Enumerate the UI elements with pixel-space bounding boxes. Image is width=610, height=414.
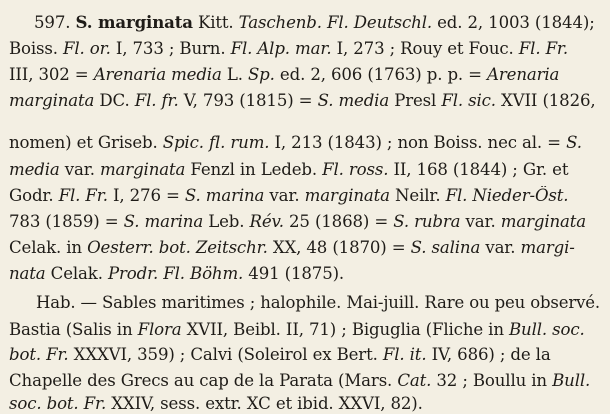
p2-line-5-run-0: Celak. in xyxy=(9,238,88,257)
p3-line-3-run-2: Fl. it. xyxy=(382,345,427,364)
p2-line-1-run-1: Spic. fl. rum. xyxy=(162,133,270,152)
p2-line-2 xyxy=(0,160,610,180)
p1-line-3-run-0: III, 302 = xyxy=(9,65,94,84)
p1-line-1-run-3: Taschenb. Fl. Deutschl. xyxy=(238,13,432,32)
p2-line-1 xyxy=(0,133,610,153)
p2-line-3-run-6: Neilr. xyxy=(389,186,446,205)
p2-line-4 xyxy=(0,212,610,232)
p1-line-3-run-1: Arenaria media xyxy=(93,65,222,84)
p2-line-4-run-7: marginata xyxy=(500,212,587,231)
p1-line-4-run-2: Fl. fr. xyxy=(134,91,179,110)
p1-line-4-run-7: XVII (1826, xyxy=(495,91,596,110)
p3-line-2-run-1: Flora xyxy=(137,320,182,339)
p2-line-2-run-4: Fl. ross. xyxy=(322,160,389,179)
p1-line-4-run-0: marginata xyxy=(9,91,95,110)
p1-line-4-run-1: DC. xyxy=(94,91,135,110)
p1-line-2-run-1: Fl. or. xyxy=(63,39,111,58)
p2-line-4-run-6: var. xyxy=(460,212,501,231)
p1-line-4-run-6: Fl. sic. xyxy=(441,91,496,110)
p3-line-2 xyxy=(0,320,610,340)
p2-line-3-run-5: marginata xyxy=(304,186,390,205)
p2-line-3-run-1: Fl. Fr. xyxy=(58,186,108,205)
p2-line-3-run-3: S. marina xyxy=(184,186,265,205)
p2-line-2-run-3: Fenzl in Ledeb. xyxy=(185,160,323,179)
p1-line-2-run-3: Fl. Alp. mar. xyxy=(230,39,332,58)
p2-line-5-run-5: margi- xyxy=(520,238,575,257)
p3-line-1-run-0: Hab. — Sables maritimes ; halophile. Mai-juill. Rare ou peu observé. xyxy=(36,293,601,312)
p3-line-5-run-0: soc. bot. Fr. xyxy=(9,394,107,413)
p3-line-1 xyxy=(0,293,610,313)
p2-line-3-run-0: Godr. xyxy=(9,186,59,205)
p1-line-2-run-4: I, 273 ; Rouy et Fouc. xyxy=(331,39,519,58)
p1-line-4 xyxy=(0,91,610,111)
p3-line-2-run-3: Bull. soc. xyxy=(508,320,585,339)
p2-line-5 xyxy=(0,238,610,258)
p1-line-1 xyxy=(0,12,610,33)
p2-line-3 xyxy=(0,186,610,206)
p1-line-2-run-5: Fl. Fr. xyxy=(518,39,569,58)
p3-line-4-run-3: Bull. xyxy=(552,371,591,390)
p3-line-3-run-1: XXXVI, 359) ; Calvi (Soleirol ex Bert. xyxy=(68,345,383,364)
p2-line-2-run-2: marginata xyxy=(99,160,186,179)
p1-line-1-run-1: S. marginata xyxy=(75,12,193,32)
p3-line-3-run-3: IV, 686) ; de la xyxy=(426,345,551,364)
p3-line-4-run-1: Cat. xyxy=(397,371,432,390)
p1-line-3-run-2: L. xyxy=(221,65,248,84)
p1-line-4-run-5: Presl xyxy=(389,91,442,110)
p2-line-5-run-3: S. salina xyxy=(410,238,481,257)
p1-line-1-run-0: 597. xyxy=(34,13,76,32)
p3-line-2-run-0: Bastia (Salis in xyxy=(9,320,138,339)
p2-line-2-run-5: II, 168 (1844) ; Gr. et xyxy=(388,160,569,179)
p1-line-3-run-3: Sp. xyxy=(247,65,275,84)
p3-line-5-run-1: XXIV, sess. extr. XC et ibid. XXVI, 82). xyxy=(106,394,423,413)
p3-line-4-run-0: Chapelle des Grecs au cap de la Parata (Mars. xyxy=(9,371,398,390)
p2-line-3-run-4: var. xyxy=(264,186,305,205)
p2-line-4-run-2: Leb. xyxy=(203,212,250,231)
p3-line-4-run-2: 32 ; Boullu in xyxy=(431,371,553,390)
p1-line-3-run-4: ed. 2, 606 (1763) p. p. = xyxy=(274,65,488,84)
p2-line-3-run-2: I, 276 = xyxy=(107,186,185,205)
p2-line-6-run-1: Celak. xyxy=(45,264,108,283)
p2-line-6 xyxy=(0,264,610,284)
p1-line-3 xyxy=(0,65,610,85)
p2-line-5-run-2: XX, 48 (1870) = xyxy=(267,238,411,257)
p1-line-2-run-0: Boiss. xyxy=(9,39,64,58)
p2-line-4-run-4: 25 (1868) = xyxy=(283,212,394,231)
p1-line-4-run-3: V, 793 (1815) = xyxy=(178,91,318,110)
p3-line-3 xyxy=(0,345,610,365)
p2-line-1-run-3: S. xyxy=(566,133,582,152)
p3-line-4 xyxy=(0,371,610,391)
p3-line-5 xyxy=(0,394,610,414)
p1-line-1-run-4: ed. 2, 1003 (1844); xyxy=(431,13,595,32)
p2-line-4-run-3: Rév. xyxy=(249,212,284,231)
p2-line-6-run-3: 491 (1875). xyxy=(243,264,345,283)
p1-line-2-run-2: I, 733 ; Burn. xyxy=(110,39,231,58)
p2-line-4-run-0: 783 (1859) = xyxy=(9,212,124,231)
p1-line-1-run-2: Kitt. xyxy=(192,13,239,32)
p3-line-2-run-2: XVII, Beibl. II, 71) ; Biguglia (Fliche in xyxy=(181,320,509,339)
p2-line-6-run-2: Prodr. Fl. Böhm. xyxy=(107,264,244,283)
p3-line-3-run-0: bot. Fr. xyxy=(9,345,69,364)
p2-line-4-run-1: S. marina xyxy=(123,212,204,231)
p2-line-3-run-7: Fl. Nieder-Öst. xyxy=(445,186,569,205)
p2-line-2-run-1: var. xyxy=(59,160,100,179)
p2-line-5-run-4: var. xyxy=(480,238,521,257)
p1-line-2 xyxy=(0,39,610,59)
p2-line-1-run-2: I, 213 (1843) ; non Boiss. nec al. = xyxy=(269,133,567,152)
p2-line-5-run-1: Oesterr. bot. Zeitschr. xyxy=(87,238,268,257)
p2-line-2-run-0: media xyxy=(9,160,60,179)
p2-line-1-run-0: nomen) et Griseb. xyxy=(9,133,163,152)
p2-line-6-run-0: nata xyxy=(9,264,46,283)
p2-line-4-run-5: S. rubra xyxy=(393,212,461,231)
p1-line-4-run-4: S. media xyxy=(317,91,390,110)
p1-line-3-run-5: Arenaria xyxy=(487,65,560,84)
